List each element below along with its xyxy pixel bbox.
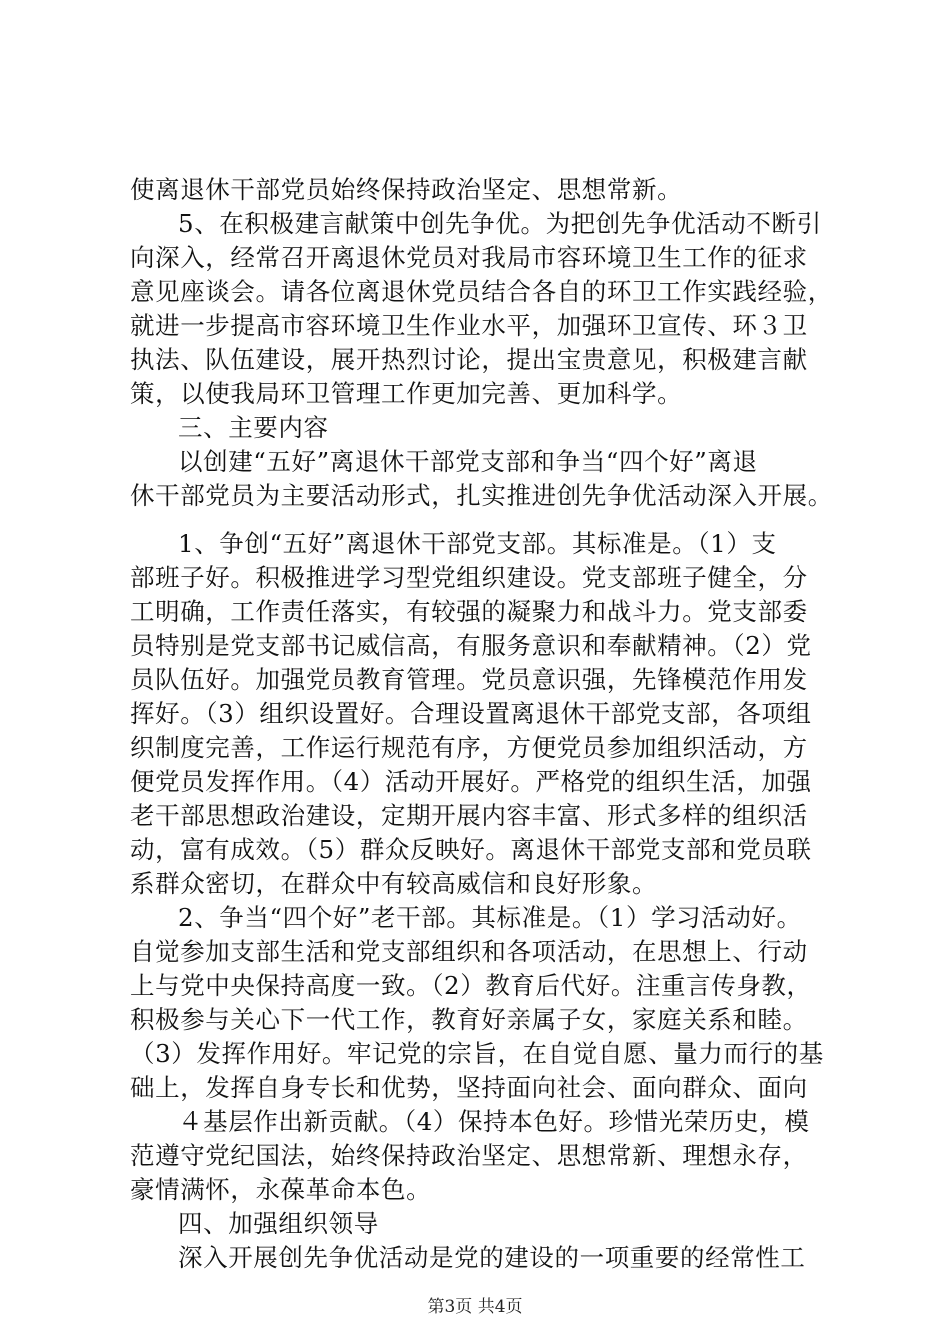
text-line: 豪情满怀，永葆革命本色。 [130, 1175, 432, 1204]
text-line: 员队伍好。加强党员教育管理。党员意识强，先锋模范作用发 [130, 665, 808, 694]
text-line: 工明确，工作责任落实，有较强的凝聚力和战斗力。党支部委 [130, 597, 808, 626]
text-line: 部班子好。积极推进学习型党组织建设。党支部班子健全，分 [130, 563, 808, 592]
text-line: 员特别是党支部书记威信高，有服务意识和奉献精神。（2）党 [130, 631, 812, 660]
text-line: ４基层作出新贡献。（4）保持本色好。珍惜光荣历史，模 [178, 1107, 810, 1136]
text-line: 织制度完善，工作运行规范有序，方便党员参加组织活动，方 [130, 733, 808, 762]
page-number-footer: 第3页 共4页 [427, 1297, 523, 1317]
text-line: 使离退休干部党员始终保持政治坚定、思想常新。 [130, 175, 683, 204]
section-heading: 三、主要内容 [178, 413, 329, 442]
text-line: 老干部思想政治建设，定期开展内容丰富、形式多样的组织活 [130, 801, 808, 830]
text-line: 休干部党员为主要活动形式，扎实推进创先争优活动深入开展。 [130, 481, 833, 510]
text-line: 意见座谈会。请各位离退休党员结合各自的环卫工作实践经验， [130, 277, 833, 306]
text-line: 向深入，经常召开离退休党员对我局市容环境卫生工作的征求 [130, 243, 808, 272]
text-line: 自觉参加支部生活和党支部组织和各项活动，在思想上、行动 [130, 937, 808, 966]
text-line: 范遵守党纪国法，始终保持政治坚定、思想常新、理想永存， [130, 1141, 808, 1170]
text-line: 深入开展创先争优活动是党的建设的一项重要的经常性工 [178, 1243, 806, 1272]
text-line: 挥好。（3）组织设置好。合理设置离退休干部党支部，各项组 [130, 699, 812, 728]
text-line: 动，富有成效。（5）群众反映好。离退休干部党支部和党员联 [130, 835, 812, 864]
text-line: 执法、队伍建设，展开热烈讨论，提出宝贵意见，积极建言献 [130, 345, 808, 374]
text-line: 策，以使我局环卫管理工作更加完善、更加科学。 [130, 379, 683, 408]
text-line: 以创建“五好”离退休干部党支部和争当“四个好”离退 [178, 447, 758, 476]
text-line: 便党员发挥作用。（4）活动开展好。严格党的组织生活，加强 [130, 767, 812, 796]
text-line: 2、争当“四个好”老干部。其标准是。（1）学习活动好。 [178, 903, 802, 932]
text-line: 上与党中央保持高度一致。（2）教育后代好。注重言传身教， [130, 971, 812, 1000]
text-line: 系群众密切，在群众中有较高威信和良好形象。 [130, 869, 658, 898]
text-line: 础上，发挥自身专长和优势，坚持面向社会、面向群众、面向 [130, 1073, 808, 1102]
section-heading: 四、加强组织领导 [178, 1209, 379, 1238]
text-line: 积极参与关心下一代工作，教育好亲属子女，家庭关系和睦。 [130, 1005, 808, 1034]
text-line: 1、争创“五好”离退休干部党支部。其标准是。（1）支 [178, 529, 777, 558]
text-line: （3）发挥作用好。牢记党的宗旨，在自觉自愿、量力而行的基 [130, 1039, 824, 1068]
text-line: 5、在积极建言献策中创先争优。为把创先争优活动不断引 [178, 209, 822, 238]
text-line: 就进一步提高市容环境卫生作业水平，加强环卫宣传、环３卫 [130, 311, 808, 340]
